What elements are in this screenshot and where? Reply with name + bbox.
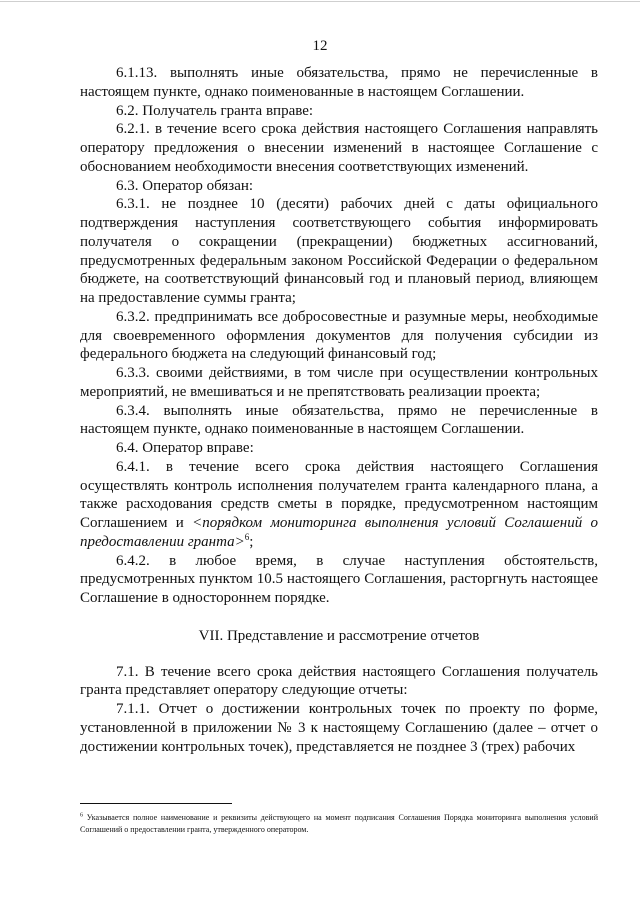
paragraph-6-3-3: 6.3.3. своими действиями, в том числе при осуществлении контрольных мероприятий, не вмешиваться и не препятствовать реализации проекта;	[80, 365, 598, 400]
paragraph-6-2: 6.2. Получатель гранта вправе:	[116, 102, 314, 119]
paragraph-6-4-1	[80, 458, 598, 552]
paragraph-6-2-1: 6.2.1. в течение всего срока действия настоящего Соглашения направлять оператору предложения о внесении изменений в настоящее Соглашение с обоснованием необходимости внесения соответствующих изменений.	[80, 121, 598, 175]
paragraph-6-4-2: 6.4.2. в любое время, в случае наступления обстоятельств, предусмотренных пунктом 10.5 настоящего Соглашения, расторгнуть настоящее Соглашение в одностороннем порядке.	[80, 552, 598, 606]
document-body	[80, 64, 598, 756]
paragraph-6-1-13: 6.1.13. выполнять иные обязательства, прямо не перечисленные в настоящем пункте, однако поименованные в настоящем Соглашении.	[80, 65, 598, 100]
page-number: 12	[312, 38, 328, 54]
paragraph-6-4: 6.4. Оператор вправе:	[116, 440, 254, 456]
paragraph-6-4-1-text: 6.4.1. в течение всего срока действия настоящего Соглашения осуществлять контроль исполнения получателем гранта календарного плана, а также расходования средств сметы в порядке, предусмотренном настоящим Соглашением и	[80, 458, 598, 531]
spacer	[80, 608, 598, 627]
paragraph-7-1-1: 7.1.1. Отчет о достижении контрольных точек по проекту по форме, установленной в приложении № 3 к настоящему Соглашению (далее – отчет о достижении контрольных точек), представляется не позднее 3 (трех) рабочих	[80, 701, 598, 755]
paragraph-7-1: 7.1. В течение всего срока действия настоящего Соглашения получатель гранта представляет оператору следующие отчеты:	[80, 663, 598, 699]
spacer	[80, 646, 598, 663]
paragraph-6-3-1: 6.3.1. не позднее 10 (десяти) рабочих дней с даты официального подтверждения наступления соответствующего события информировать получателя о сокращении (прекращении) бюджетных ассигнований, предусмотренных федеральным законом Российской Федерации о федеральном бюджете, на соответствующий финансовый год и плановый период, влияющем на предоставление суммы гранта;	[80, 196, 598, 306]
footnote-marker: 6	[80, 812, 83, 819]
section-heading-vii: VII. Представление и рассмотрение отчетов	[198, 627, 480, 644]
top-border	[0, 1, 640, 2]
footnote-separator	[80, 803, 232, 804]
footnote	[80, 812, 598, 836]
footnote-ref-6: 6	[244, 531, 250, 542]
paragraph-6-3-4: 6.3.4. выполнять иные обязательства, прямо не перечисленные в настоящем пункте, однако поименованные в настоящем Соглашении.	[80, 402, 598, 438]
paragraph-6-3-2: 6.3.2. предпринимать все добросовестные и разумные меры, необходимые для своевременного оформления документов для получения субсидии из федерального бюджета на следующий финансовый год;	[80, 308, 598, 363]
footnote-text: Указывается полное наименование и реквизиты действующего на момент подписания Соглашения Порядка мониторинга выполнения условий Соглашений о предоставлении гранта, утвержденного оператором.	[80, 813, 598, 834]
paragraph-6-4-1-italic: <порядком мониторинга выполнения условий Соглашений о предоставлении гранта>	[80, 515, 598, 550]
paragraph-6-4-1-end: ;	[249, 533, 254, 550]
paragraph-6-3: 6.3. Оператор обязан:	[116, 177, 254, 194]
